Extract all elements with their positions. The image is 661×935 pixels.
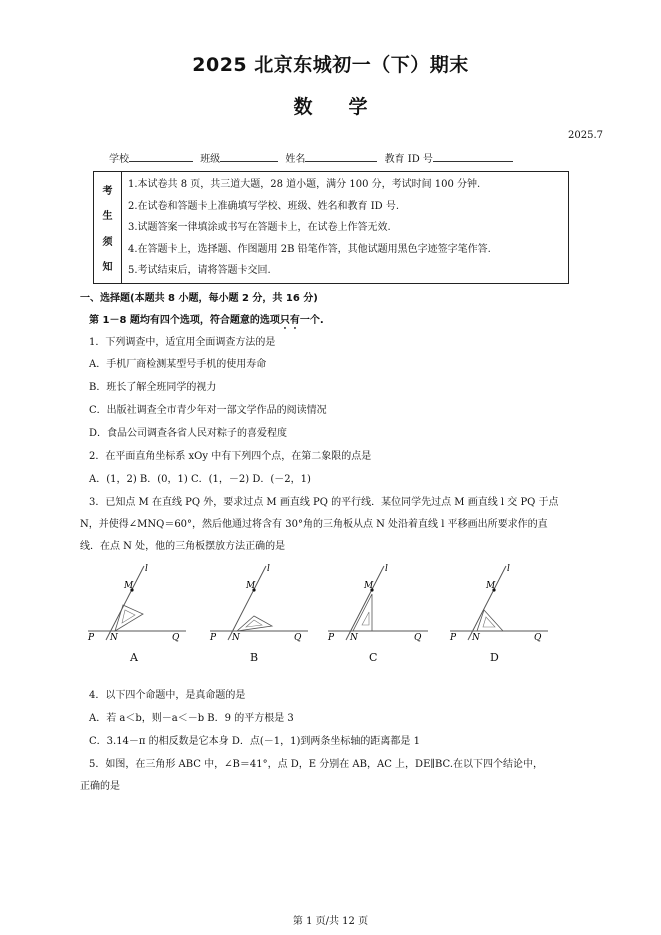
q4-options-row-2: C．3.14－π 的相反数是它本身 D．点(－1，1)到两条坐标轴的距离都是 1 [89, 736, 420, 747]
page-footer: 第 1 页/共 12 页 [292, 916, 369, 927]
point-p-label: P [210, 633, 217, 643]
instruction-post: 一个. [299, 315, 324, 326]
school-blank[interactable] [129, 150, 193, 162]
class-blank[interactable] [220, 150, 278, 162]
edu-id-blank[interactable] [433, 150, 513, 162]
point-n-label: N [232, 633, 240, 643]
q3-figure-d [448, 560, 550, 644]
q2-stem: 2．在平面直角坐标系 xOy 中有下列四个点，在第二象限的点是 [89, 451, 372, 462]
q3-figure-c [326, 560, 430, 644]
q5-line-2: 正确的是 [80, 781, 120, 792]
point-q-label: Q [294, 633, 302, 643]
notice-item: 1.本试卷共 8 页，共三道大题，28 道小题，满分 100 分，考试时间 100 分钟. [128, 179, 481, 190]
instruction-emphasis: 只有 [279, 315, 300, 326]
notice-label-char: 生 [102, 211, 113, 223]
figure-label-b: B [250, 651, 259, 664]
edu-id-label: 教育 ID 号 [384, 154, 433, 165]
q4-options-row-1: A．若 a＜b，则－a＜－b B．9 的平方根是 3 [89, 713, 294, 724]
name-label: 姓名 [285, 154, 306, 165]
subject-title: 数学 [293, 96, 404, 118]
figure-label-d: D [490, 651, 499, 664]
line-l-label: l [507, 564, 510, 574]
notice-label-char: 知 [102, 261, 113, 273]
q5-line-1: 5．如图，在三角形 ABC 中，∠B＝41°，点 D，E 分别在 AB，AC 上，DE∥BC.在以下四个结论中， [89, 759, 543, 770]
figure-label-a: A [130, 651, 138, 664]
line-l-label: l [267, 564, 270, 574]
q3-line-2: N，并使得∠MNQ＝60°，然后他通过将含有 30°角的三角板从点 N 处沿着直线 l 平移画出所要求作的直 [80, 519, 548, 530]
student-info-line [109, 150, 517, 165]
notice-item: 3.试题答案一律填涂或书写在答题卡上，在试卷上作答无效. [128, 222, 391, 233]
instruction-pre: 第 1－8 题均有四个选项，符合题意的选项 [89, 315, 280, 326]
q1-option-b: B．班长了解全班同学的视力 [89, 382, 217, 393]
q1-option-d: D．食品公司调查各省人民对粽子的喜爱程度 [89, 428, 288, 439]
name-blank[interactable] [305, 150, 377, 162]
notice-label-char: 考 [102, 186, 113, 198]
q3-line-3: 线．在点 N 处，他的三角板摆放方法正确的是 [80, 541, 286, 552]
q3-figure-b [208, 560, 310, 644]
notice-label-char: 须 [102, 236, 113, 248]
point-q-label: Q [534, 633, 542, 643]
point-n-label: N [472, 633, 480, 643]
point-m-label: M [486, 581, 496, 591]
notice-item: 2.在试卷和答题卡上准确填写学校、班级、姓名和教育 ID 号. [128, 200, 400, 212]
school-label: 学校 [109, 154, 129, 165]
point-m-label: M [246, 581, 256, 591]
point-q-label: Q [172, 633, 180, 643]
point-p-label: P [450, 633, 457, 643]
exam-date: 2025.7 [568, 130, 603, 141]
point-p-label: P [328, 633, 335, 643]
notice-item: 5.考试结束后，请将答题卡交回. [128, 265, 271, 276]
point-m-label: M [364, 581, 374, 591]
examinee-notice-box [93, 171, 569, 284]
q3-line-1: 3．已知点 M 在直线 PQ 外，要求过点 M 画直线 PQ 的平行线．某位同学先过点 M 画直线 l 交 PQ 于点 [89, 497, 559, 508]
notice-label [94, 172, 122, 283]
line-l-label: l [385, 564, 388, 574]
point-q-label: Q [414, 633, 422, 643]
figure-label-c: C [369, 651, 378, 664]
point-p-label: P [88, 633, 95, 643]
q1-option-a: A．手机厂商检测某型号手机的使用寿命 [89, 359, 267, 370]
section-heading: 一、选择题(本题共 8 小题，每小题 2 分，共 16 分) [80, 293, 318, 304]
page-title: 2025 北京东城初一（下）期末 [192, 54, 469, 76]
q2-options: A．(1，2) B．(0，1) C．(1，－2) D．(－2，1) [89, 474, 311, 485]
notice-item: 4.在答题卡上，选择题、作图题用 2B 铅笔作答，其他试题用黑色字迹签字笔作答. [128, 243, 491, 255]
notice-items [128, 175, 491, 283]
section-instruction [89, 311, 324, 332]
q4-stem: 4．以下四个命题中，是真命题的是 [89, 690, 246, 701]
q3-figure-a [86, 560, 188, 644]
q1-option-c: C．出版社调查全市青少年对一部文学作品的阅读情况 [89, 405, 327, 416]
point-n-label: N [350, 633, 358, 643]
q1-stem: 1．下列调查中，适宜用全面调查方法的是 [89, 337, 276, 348]
line-l-label: l [145, 564, 148, 574]
class-label: 班级 [200, 154, 221, 165]
point-m-label: M [124, 581, 134, 591]
point-n-label: N [110, 633, 118, 643]
